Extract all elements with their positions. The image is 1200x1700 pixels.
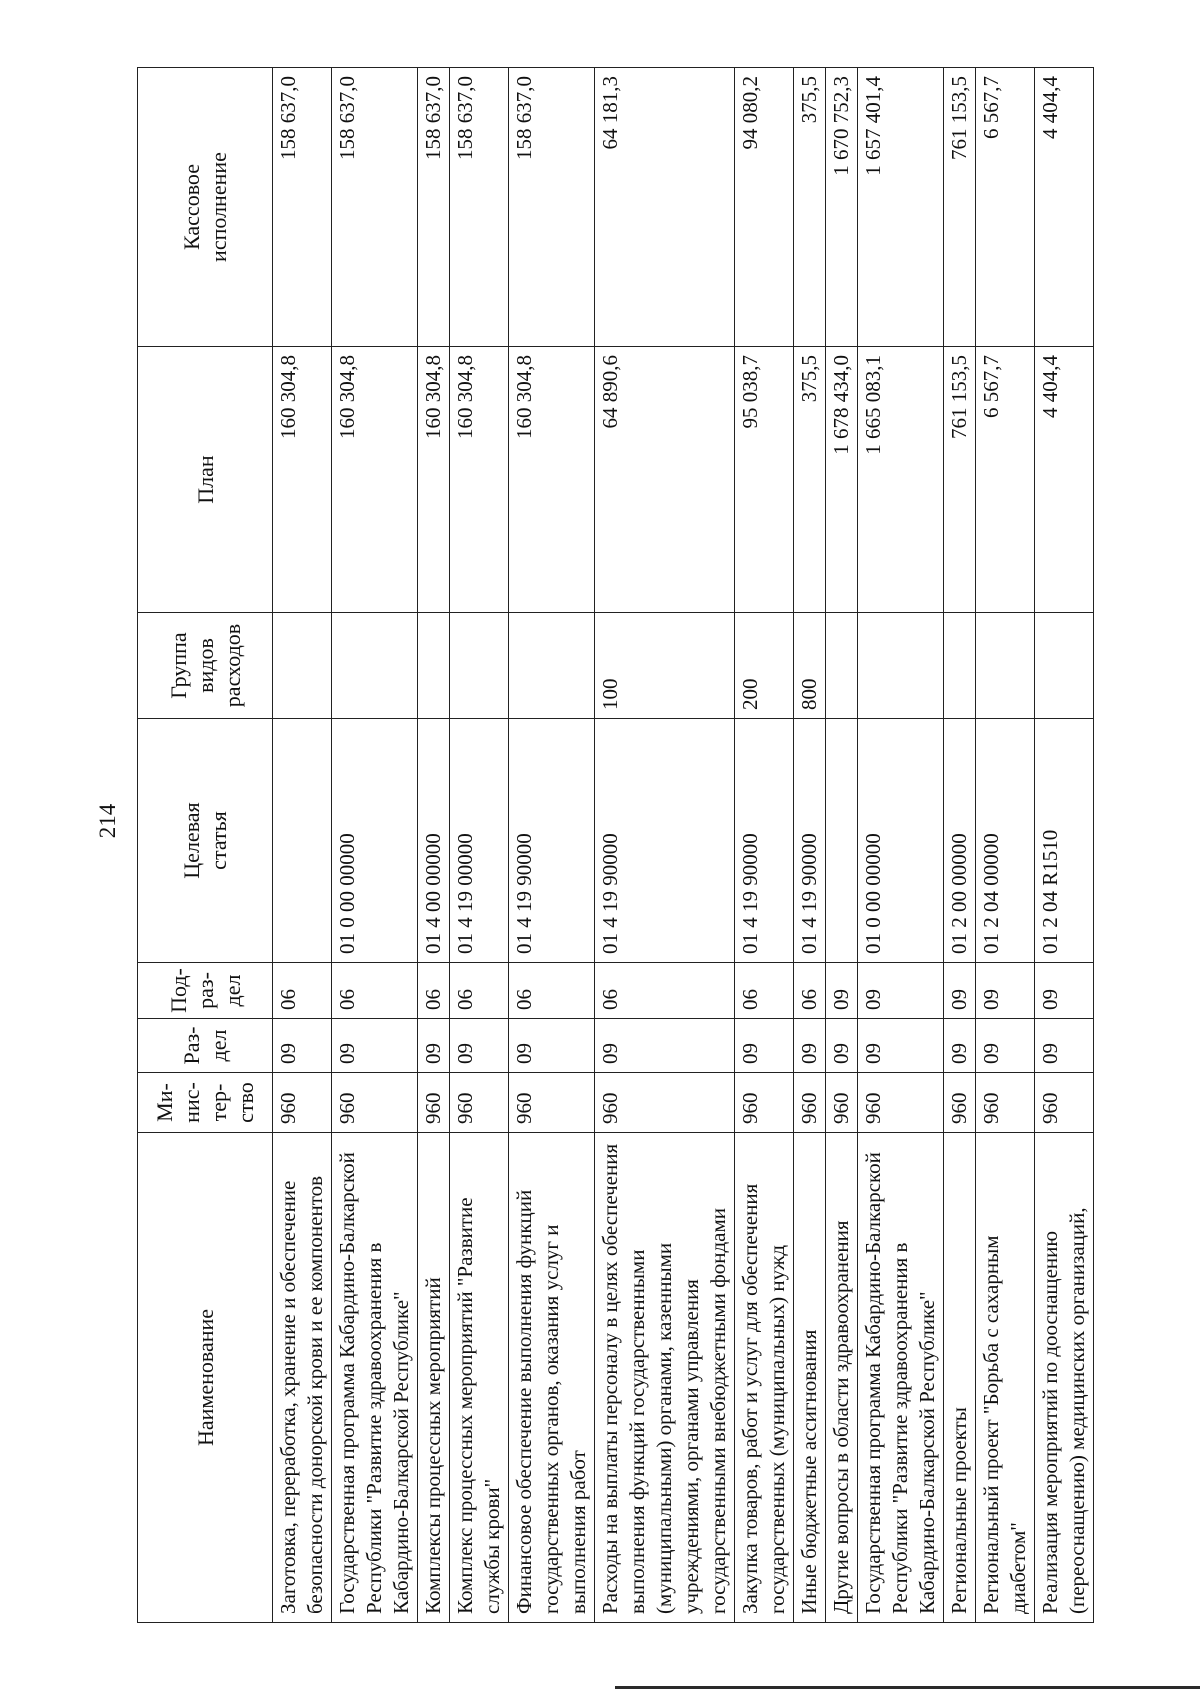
budget-table (137, 67, 1094, 1623)
rotated-page-content (137, 68, 1200, 1623)
cell-subsection: 09 (976, 963, 1035, 1019)
cell-plan: 375,5 (794, 347, 826, 613)
scan-edge-line (615, 1686, 1200, 1689)
cell-name: Комплекс процессных мероприятий "Развитие службы крови" (450, 1133, 509, 1623)
cell-execution: 761 153,5 (944, 68, 976, 347)
cell-target-article (273, 719, 332, 963)
cell-expense-group (332, 613, 418, 719)
cell-name: Иные бюджетные ассигнования (794, 1133, 826, 1623)
cell-name: Региональные проекты (944, 1133, 976, 1623)
cell-ministry: 960 (595, 1073, 735, 1133)
cell-section: 09 (944, 1019, 976, 1073)
header-target-article: Целевая статья (138, 719, 273, 963)
cell-target-article: 01 4 19 90000 (509, 719, 595, 963)
cell-ministry: 960 (858, 1073, 944, 1133)
cell-expense-group: 800 (794, 613, 826, 719)
cell-plan: 160 304,8 (332, 347, 418, 613)
table-body (273, 68, 1094, 1623)
cell-subsection: 09 (858, 963, 944, 1019)
header-plan: План (138, 347, 273, 613)
cell-section: 09 (450, 1019, 509, 1073)
cell-section: 09 (1035, 1019, 1094, 1073)
cell-subsection: 06 (735, 963, 794, 1019)
cell-plan: 160 304,8 (418, 347, 450, 613)
cell-target-article (826, 719, 858, 963)
cell-execution: 94 080,2 (735, 68, 794, 347)
cell-section: 09 (332, 1019, 418, 1073)
cell-target-article: 01 4 00 00000 (418, 719, 450, 963)
table-row (332, 68, 418, 1623)
cell-plan: 761 153,5 (944, 347, 976, 613)
header-subsection: Под- раз- дел (138, 963, 273, 1019)
cell-plan: 160 304,8 (509, 347, 595, 613)
table-row (976, 68, 1035, 1623)
cell-section: 09 (976, 1019, 1035, 1073)
cell-execution: 158 637,0 (418, 68, 450, 347)
cell-expense-group (944, 613, 976, 719)
cell-execution: 158 637,0 (509, 68, 595, 347)
cell-expense-group (826, 613, 858, 719)
cell-plan: 95 038,7 (735, 347, 794, 613)
cell-execution: 158 637,0 (450, 68, 509, 347)
cell-subsection: 09 (944, 963, 976, 1019)
header-ministry: Ми- нис- тер- ство (138, 1073, 273, 1133)
cell-name: Заготовка, переработка, хранение и обеспечение безопасности донорской крови и ее компонентов (273, 1133, 332, 1623)
cell-ministry: 960 (826, 1073, 858, 1133)
cell-subsection: 06 (794, 963, 826, 1019)
cell-name: Закупка товаров, работ и услуг для обеспечения государственных (муниципальных) нужд (735, 1133, 794, 1623)
cell-target-article: 01 2 04 R1510 (1035, 719, 1094, 963)
cell-name: Региональный проект "Борьба с сахарным диабетом" (976, 1133, 1035, 1623)
cell-execution: 1 657 401,4 (858, 68, 944, 347)
cell-ministry: 960 (1035, 1073, 1094, 1133)
table-row (595, 68, 735, 1623)
table-header-row (138, 68, 273, 1623)
cell-target-article: 01 4 19 90000 (595, 719, 735, 963)
cell-subsection: 06 (332, 963, 418, 1019)
cell-name: Другие вопросы в области здравоохранения (826, 1133, 858, 1623)
cell-target-article: 01 4 19 90000 (794, 719, 826, 963)
cell-name: Государственная программа Кабардино-Балкарской Республики "Развитие здравоохранения в Кабардино-Балкарской Республике" (332, 1133, 418, 1623)
cell-expense-group (273, 613, 332, 719)
cell-plan: 1 665 083,1 (858, 347, 944, 613)
cell-execution: 64 181,3 (595, 68, 735, 347)
cell-expense-group (450, 613, 509, 719)
cell-target-article: 01 2 04 00000 (976, 719, 1035, 963)
cell-plan: 160 304,8 (450, 347, 509, 613)
cell-ministry: 960 (332, 1073, 418, 1133)
cell-ministry: 960 (944, 1073, 976, 1133)
table-row (826, 68, 858, 1623)
cell-target-article: 01 4 19 90000 (735, 719, 794, 963)
cell-section: 09 (418, 1019, 450, 1073)
cell-subsection: 06 (595, 963, 735, 1019)
table-row (418, 68, 450, 1623)
cell-expense-group: 100 (595, 613, 735, 719)
cell-expense-group (1035, 613, 1094, 719)
cell-section: 09 (273, 1019, 332, 1073)
cell-section: 09 (735, 1019, 794, 1073)
cell-section: 09 (858, 1019, 944, 1073)
cell-subsection: 06 (450, 963, 509, 1019)
cell-ministry: 960 (509, 1073, 595, 1133)
table-row (509, 68, 595, 1623)
cell-subsection: 06 (273, 963, 332, 1019)
header-section: Раз- дел (138, 1019, 273, 1073)
cell-plan: 4 404,4 (1035, 347, 1094, 613)
cell-plan: 64 890,6 (595, 347, 735, 613)
cell-execution: 1 670 752,3 (826, 68, 858, 347)
header-name: Наименование (138, 1133, 273, 1623)
cell-section: 09 (509, 1019, 595, 1073)
table-row (944, 68, 976, 1623)
cell-ministry: 960 (735, 1073, 794, 1133)
cell-ministry: 960 (418, 1073, 450, 1133)
cell-name: Финансовое обеспечение выполнения функций государственных органов, оказания услуг и выполнения работ (509, 1133, 595, 1623)
table-row (858, 68, 944, 1623)
cell-section: 09 (794, 1019, 826, 1073)
cell-expense-group: 200 (735, 613, 794, 719)
cell-plan: 160 304,8 (273, 347, 332, 613)
cell-expense-group (858, 613, 944, 719)
table-row (735, 68, 794, 1623)
cell-name: Расходы на выплаты персоналу в целях обеспечения выполнения функций государственными (муниципальными) органами, казенными учреждениями, органами управления государственными внебюджетными фондами (595, 1133, 735, 1623)
cell-execution: 158 637,0 (332, 68, 418, 347)
cell-target-article: 01 2 00 00000 (944, 719, 976, 963)
cell-target-article: 01 0 00 00000 (858, 719, 944, 963)
cell-expense-group (509, 613, 595, 719)
cell-expense-group (976, 613, 1035, 719)
table-row (273, 68, 332, 1623)
cell-execution: 375,5 (794, 68, 826, 347)
cell-target-article: 01 0 00 00000 (332, 719, 418, 963)
cell-subsection: 09 (826, 963, 858, 1019)
cell-subsection: 06 (418, 963, 450, 1019)
cell-plan: 6 567,7 (976, 347, 1035, 613)
cell-name: Государственная программа Кабардино-Балкарской Республики "Развитие здравоохранения в Кабардино-Балкарской Республике" (858, 1133, 944, 1623)
page-number: 214 (95, 803, 120, 839)
table-row (1035, 68, 1094, 1623)
cell-name: Реализация мероприятий по дооснащению (переоснащению) медицинских организаций, (1035, 1133, 1094, 1623)
cell-execution: 4 404,4 (1035, 68, 1094, 347)
cell-subsection: 06 (509, 963, 595, 1019)
header-execution: Кассовое исполнение (138, 68, 273, 347)
cell-execution: 6 567,7 (976, 68, 1035, 347)
cell-expense-group (418, 613, 450, 719)
cell-target-article: 01 4 19 00000 (450, 719, 509, 963)
cell-ministry: 960 (450, 1073, 509, 1133)
cell-section: 09 (595, 1019, 735, 1073)
cell-name: Комплексы процессных мероприятий (418, 1133, 450, 1623)
table-row (794, 68, 826, 1623)
cell-ministry: 960 (976, 1073, 1035, 1133)
header-expense-group: Группа видов расходов (138, 613, 273, 719)
cell-ministry: 960 (273, 1073, 332, 1133)
cell-execution: 158 637,0 (273, 68, 332, 347)
cell-ministry: 960 (794, 1073, 826, 1133)
cell-section: 09 (826, 1019, 858, 1073)
cell-subsection: 09 (1035, 963, 1094, 1019)
table-row (450, 68, 509, 1623)
cell-plan: 1 678 434,0 (826, 347, 858, 613)
